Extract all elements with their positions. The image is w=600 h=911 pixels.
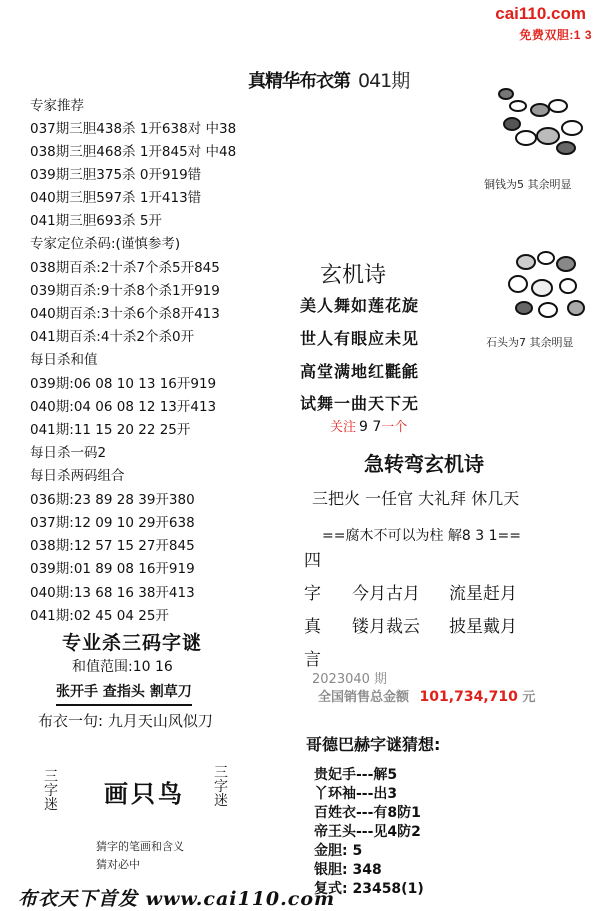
stones-caption: 石头为7 其余明显 — [486, 336, 574, 349]
one-line-verse: 布衣一句: 九月天山风似刀 — [38, 712, 213, 730]
clue-line: 百姓衣---有8防1 — [314, 805, 421, 821]
poem-line: 试舞一曲天下无 — [300, 394, 420, 413]
clue-line: 金胆: 5 — [314, 843, 363, 859]
poem-line: 世人有眼应未见 — [300, 329, 420, 348]
position-kill-heading: 专家定位杀码:(谨慎参考) — [30, 236, 181, 252]
expert-heading: 专家推荐 — [30, 98, 84, 114]
sales-unit: 元 — [522, 690, 536, 705]
follow-label: 关注 — [330, 420, 357, 435]
footer-text: 布衣天下首发 www.cai110.com — [18, 888, 336, 910]
clue-line: 复式: 23458(1) — [314, 881, 424, 897]
riddle-line: ==腐木不可以为柱 解8 3 1== — [322, 528, 521, 544]
sales-line — [318, 686, 535, 705]
side-char: 四 — [304, 551, 321, 571]
idioms-line: 张开手 查指头 割草刀 — [56, 681, 192, 706]
puzzle-hint: 猜字的笔画和含义 — [96, 840, 184, 853]
clue-line: 帝王头---见4防2 — [314, 824, 421, 840]
title-issue: 041期 — [358, 70, 410, 92]
clue-line: 银胆: 348 — [314, 862, 382, 878]
follow-suffix: 一个 — [381, 420, 408, 435]
right-vertical-label: 三字迷 — [214, 765, 228, 809]
daily-kill-two-line: 037期:12 09 10 29开638 — [30, 515, 195, 531]
expert-line: 037期三胆438杀 1开638对 中38 — [30, 121, 237, 137]
sales-label: 全国销售总金额 — [318, 690, 410, 705]
puzzle-text: 画只鸟 — [104, 780, 185, 808]
poem-line: 高堂满地红氍毹 — [300, 362, 420, 381]
left-vertical-label: 三字迷 — [44, 769, 58, 813]
free-pair-text: 免费双胆:1 3 — [519, 28, 592, 42]
daily-kill-two-line: 040期:13 68 16 38开413 — [30, 585, 195, 601]
daily-kill-two-line: 036期:23 89 28 39开380 — [30, 492, 195, 508]
turn-poem-title: 急转弯玄机诗 — [364, 452, 484, 476]
expert-line: 041期三胆693杀 5开 — [30, 213, 162, 229]
side-char: 字 — [304, 584, 321, 604]
expert-line: 040期三胆597杀 1开413错 — [30, 190, 202, 206]
daily-kill-two-line: 041期:02 45 04 25开 — [30, 608, 169, 624]
poem-title: 玄机诗 — [320, 263, 387, 288]
brand-logo-text: cai110.com — [495, 4, 586, 23]
expert-line: 038期三胆468杀 1开845对 中48 — [30, 144, 237, 160]
position-kill-line: 041期百杀:4十杀2个杀0开 — [30, 329, 195, 345]
expert-line: 039期三胆375杀 0开919错 — [30, 167, 202, 183]
daily-kill-two-line: 038期:12 57 15 27开845 — [30, 538, 195, 554]
pro-riddle-title: 专业杀三码字谜 — [62, 632, 203, 654]
title-text: 真精华布衣第 — [248, 71, 350, 92]
side-char: 真 — [304, 617, 321, 637]
position-kill-line: 038期百杀:2十杀7个杀5开845 — [30, 260, 220, 276]
daily-sum-line: 039期:06 08 10 13 16开919 — [30, 376, 217, 392]
puzzle-hint: 猜对必中 — [96, 858, 140, 871]
poem-line: 美人舞如莲花旋 — [300, 296, 420, 315]
position-kill-line: 040期百杀:3十杀6个杀8开413 — [30, 306, 220, 322]
daily-kill-two-heading: 每日杀两码组合 — [30, 468, 125, 484]
daily-kill-two-line: 039期:01 89 08 16开919 — [30, 561, 195, 577]
coins-illustration — [492, 86, 592, 166]
daily-sum-heading: 每日杀和值 — [30, 352, 98, 368]
verse-text: 披星戴月 — [449, 617, 517, 637]
sum-range: 和值范围:10 16 — [72, 659, 173, 675]
stones-illustration — [506, 250, 590, 322]
turn-poem-line: 三把火 一任官 大礼拜 休几天 — [312, 489, 520, 508]
side-char: 言 — [304, 650, 321, 670]
coins-caption: 铜钱为5 其余明显 — [484, 178, 572, 191]
verse-text: 镂月裁云 — [352, 617, 420, 637]
clue-line: 丫环袖---出3 — [314, 786, 398, 802]
follow-line — [330, 416, 407, 435]
follow-digits: 9 7 — [359, 419, 382, 435]
goldbach-title: 哥德巴赫字谜猜想: — [306, 735, 441, 754]
sales-amount: 101,734,710 — [419, 689, 518, 705]
sales-issue: 2023040 期 — [312, 672, 388, 687]
verse-text: 流星赶月 — [449, 584, 517, 604]
position-kill-line: 039期百杀:9十杀8个杀1开919 — [30, 283, 220, 299]
page-title — [248, 66, 409, 93]
daily-kill-one-heading: 每日杀一码2 — [30, 445, 107, 461]
daily-sum-line: 041期:11 15 20 22 25开 — [30, 422, 191, 438]
clue-line: 贵妃手---解5 — [314, 767, 398, 783]
daily-sum-line: 040期:04 06 08 12 13开413 — [30, 399, 217, 415]
verse-text: 今月古月 — [352, 584, 420, 604]
